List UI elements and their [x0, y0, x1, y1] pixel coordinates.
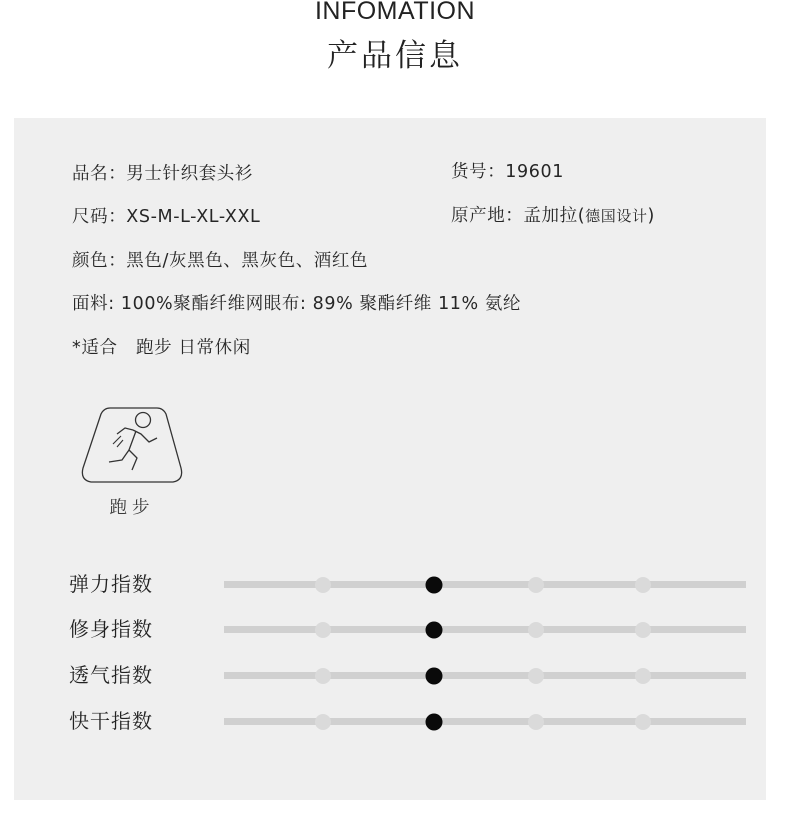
rating-dot	[635, 622, 651, 638]
header-title-en: INFOMATION	[314, 0, 476, 25]
rating-active-dot	[426, 621, 443, 638]
rating-dot	[528, 668, 544, 684]
fabric-composition: 面料: 100%聚酯纤维网眼布: 89% 聚酯纤维 11% 氨纶	[72, 294, 522, 314]
origin-note: 德国设计	[585, 207, 648, 225]
rating-dot	[635, 714, 651, 730]
running-person-icon	[77, 404, 187, 494]
rating-dot	[528, 714, 544, 730]
rating-dot	[528, 577, 544, 593]
rating-track	[224, 626, 746, 633]
sport-label: 跑步	[109, 498, 155, 518]
rating-dot	[315, 668, 331, 684]
rating-dot	[315, 714, 331, 730]
rating-dot	[635, 668, 651, 684]
rating-dot	[315, 577, 331, 593]
product-name: 品名：男士针织套头衫	[72, 164, 253, 184]
item-number: 货号：19601	[451, 162, 564, 182]
rating-dot	[635, 577, 651, 593]
rating-dot	[315, 622, 331, 638]
rating-label: 弹力指数	[69, 572, 153, 596]
origin	[451, 204, 655, 228]
origin-suffix: )	[647, 206, 655, 226]
product-info-panel	[14, 118, 766, 800]
rating-active-dot	[426, 667, 443, 684]
header-title-cn: 产品信息	[327, 38, 463, 74]
rating-label: 快干指数	[69, 709, 153, 733]
rating-active-dot	[426, 576, 443, 593]
size-range: 尺码：XS-M-L-XL-XXL	[72, 207, 261, 227]
rating-dot	[528, 622, 544, 638]
suitable-activities: *适合 跑步 日常休闲	[72, 338, 251, 358]
rating-label: 透气指数	[69, 663, 153, 687]
rating-track	[224, 672, 746, 679]
color-options: 颜色：黑色/灰黑色、黑灰色、酒红色	[72, 251, 369, 271]
rating-track	[224, 718, 746, 725]
rating-track	[224, 581, 746, 588]
rating-active-dot	[426, 713, 443, 730]
origin-prefix: 原产地：孟加拉(	[451, 206, 586, 226]
rating-label: 修身指数	[69, 617, 153, 641]
